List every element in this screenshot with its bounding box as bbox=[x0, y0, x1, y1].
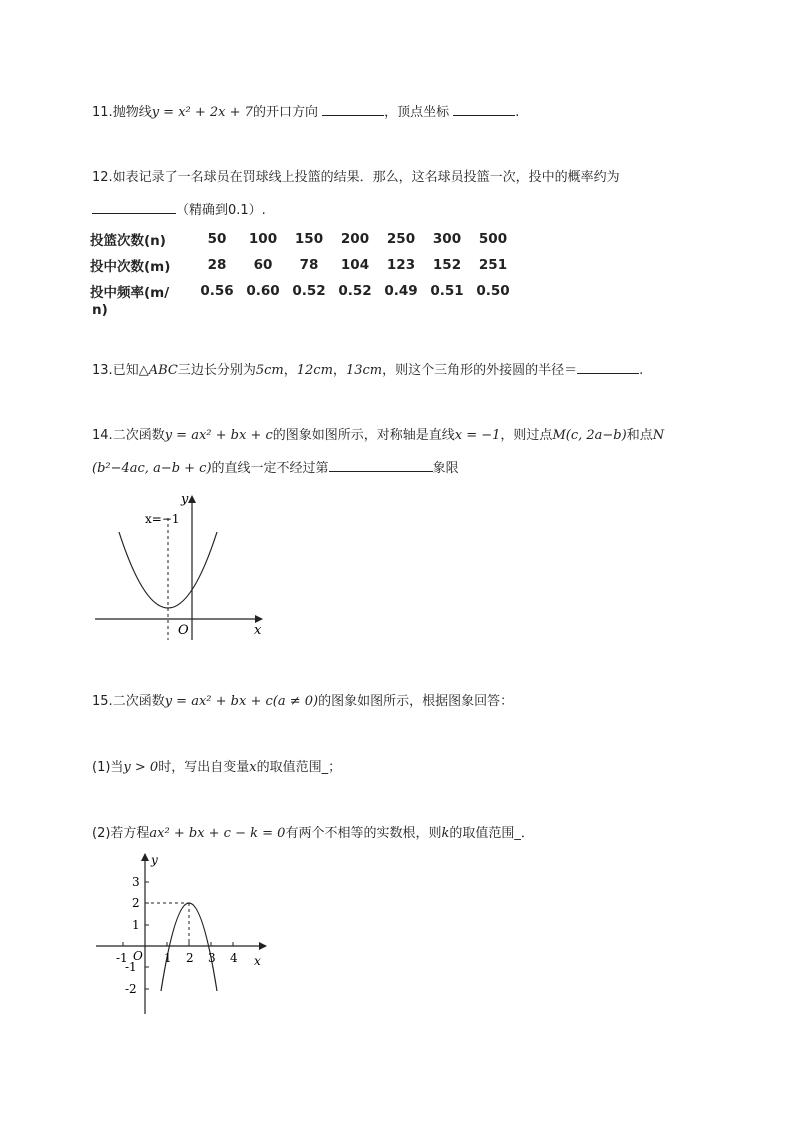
q15-p1-formula: y > 0 bbox=[123, 760, 159, 775]
row-header: 投中次数(m) bbox=[90, 259, 171, 275]
q13-text-1: 已知 bbox=[112, 363, 139, 378]
symmetry-label: x=−1 bbox=[145, 512, 180, 526]
q15-p2-text: (2)若方程 bbox=[92, 826, 150, 841]
table-cell: 104 bbox=[340, 257, 370, 273]
table-cell: 50 bbox=[207, 231, 227, 247]
table-cell: 150 bbox=[294, 231, 324, 247]
x-tick-label: 4 bbox=[230, 951, 238, 965]
row-header: 投中频率(m/ bbox=[90, 285, 170, 301]
q15-p1-var: x bbox=[249, 760, 257, 775]
y-axis-label: y bbox=[181, 492, 189, 507]
q12-blank[interactable] bbox=[92, 200, 176, 214]
table-cell: 123 bbox=[386, 257, 416, 273]
table-row bbox=[90, 252, 516, 278]
q15-graph bbox=[92, 850, 272, 1016]
q11-text-3: ，顶点坐标 bbox=[384, 105, 454, 120]
table-cell: 0.60 bbox=[246, 283, 280, 299]
table-cell: 200 bbox=[340, 231, 370, 247]
q14-text-4: 和点 bbox=[626, 428, 653, 443]
table-cell: 0.52 bbox=[338, 283, 372, 299]
table-cell: 251 bbox=[478, 257, 508, 273]
table-cell: 100 bbox=[248, 231, 278, 247]
q15-p2-formula: ax² + bx + c − k = 0 bbox=[149, 826, 286, 841]
q14-point-n-coords: (b²−4ac, a−b + c) bbox=[92, 461, 212, 476]
q14-graph bbox=[92, 490, 272, 642]
q13-sep: ， bbox=[332, 363, 346, 378]
x-axis-label: x bbox=[254, 623, 262, 638]
question-11 bbox=[92, 102, 519, 123]
origin-label: O bbox=[133, 949, 143, 963]
x-tick-label: 2 bbox=[186, 951, 194, 965]
y-tick-label: -1 bbox=[125, 960, 137, 974]
table-row bbox=[90, 226, 516, 252]
q13-sep: ， bbox=[283, 363, 297, 378]
q11-text-2: 的开口方向 bbox=[252, 105, 323, 120]
q13-text-3: ，则这个三角形的外接圆的半径＝ bbox=[382, 363, 578, 378]
q15-part-1 bbox=[92, 758, 341, 778]
q13-text-2: 三边长分别为 bbox=[177, 363, 256, 378]
q14-line-2 bbox=[92, 458, 459, 479]
q15-p2-var: k bbox=[441, 826, 450, 841]
y-tick-label: 2 bbox=[132, 896, 140, 910]
x-tick-label: -1 bbox=[116, 951, 128, 965]
q12-suffix: （精确到0.1）. bbox=[176, 203, 266, 218]
q15-number: 15. bbox=[92, 694, 113, 709]
q14-axis-eq: x = −1 bbox=[454, 428, 501, 443]
table-cell: 250 bbox=[386, 231, 416, 247]
table-cell: 0.56 bbox=[200, 283, 234, 299]
q14-formula: y = ax² + bx + c bbox=[164, 428, 273, 443]
q13-side-c: 13cm bbox=[345, 363, 383, 378]
q15-p2-text: 有两个不相等的实数根，则 bbox=[285, 826, 442, 841]
x-tick-label: 3 bbox=[208, 951, 216, 965]
y-axis-label: y bbox=[151, 853, 158, 867]
q15-line-1 bbox=[92, 692, 513, 712]
q13-number: 13. bbox=[92, 363, 113, 378]
q15-p1-text: 时，写出自变量 bbox=[158, 760, 250, 775]
q13-blank[interactable] bbox=[577, 360, 639, 374]
table-row bbox=[90, 278, 516, 304]
y-tick-label: 3 bbox=[132, 875, 140, 889]
q11-blank-direction[interactable] bbox=[322, 102, 384, 116]
table-cell: 300 bbox=[432, 231, 462, 247]
q14-text-5: 的直线一定不经过第 bbox=[211, 461, 329, 476]
question-13 bbox=[92, 360, 643, 381]
q14-text-6: 象限 bbox=[432, 461, 459, 476]
q14-number: 14. bbox=[92, 428, 113, 443]
q14-point-n: N bbox=[652, 428, 665, 443]
table-cell: 152 bbox=[432, 257, 462, 273]
q14-point-m: M(c, 2a−b) bbox=[552, 428, 627, 443]
table-cell: 60 bbox=[253, 257, 273, 273]
q14-text-2: 的图象如图所示，对称轴是直线 bbox=[272, 428, 455, 443]
q12-table bbox=[90, 226, 516, 304]
q11-number: 11. bbox=[92, 105, 113, 120]
q13-triangle: △ABC bbox=[138, 363, 178, 378]
table-cell: 28 bbox=[207, 257, 227, 273]
q13-side-b: 12cm bbox=[296, 363, 333, 378]
q15-p1-text: (1)当 bbox=[92, 760, 124, 775]
x-tick-label: 1 bbox=[164, 951, 172, 965]
table-cell: 0.50 bbox=[476, 283, 510, 299]
q14-text-3: ，则过点 bbox=[500, 428, 553, 443]
table-cell: 0.49 bbox=[384, 283, 418, 299]
y-tick-label: 1 bbox=[132, 918, 140, 932]
table-cell: 500 bbox=[478, 231, 508, 247]
q14-line-1 bbox=[92, 426, 664, 446]
q12-header-wrap: n) bbox=[92, 302, 108, 318]
x-axis-label: x bbox=[254, 954, 261, 968]
q11-formula: y = x² + 2x + 7 bbox=[151, 105, 253, 120]
q14-text-1: 二次函数 bbox=[112, 428, 165, 443]
q12-line-1: 12.如表记录了一名球员在罚球线上投篮的结果．那么，这名球员投篮一次，投中的概率约为 bbox=[92, 170, 620, 185]
origin-label: O bbox=[178, 623, 189, 638]
row-header: 投篮次数(n) bbox=[90, 233, 166, 249]
q13-end: . bbox=[639, 363, 644, 378]
q13-side-a: 5cm bbox=[255, 363, 284, 378]
q12-line-2 bbox=[92, 200, 266, 221]
q15-text-2: 的图象如图所示，根据图象回答： bbox=[318, 694, 514, 709]
table-cell: 0.52 bbox=[292, 283, 326, 299]
q11-blank-vertex[interactable] bbox=[453, 102, 515, 116]
q15-p2-text: 的取值范围_． bbox=[449, 826, 534, 841]
q14-blank[interactable] bbox=[329, 458, 433, 472]
q15-p1-text: 的取值范围_； bbox=[256, 760, 342, 775]
table-cell: 78 bbox=[299, 257, 319, 273]
q15-formula: y = ax² + bx + c(a ≠ 0) bbox=[164, 694, 319, 709]
q11-text-1: 抛物线 bbox=[112, 105, 152, 120]
y-tick-label: -2 bbox=[125, 982, 137, 996]
table-cell: 0.51 bbox=[430, 283, 464, 299]
q11-end: . bbox=[515, 105, 520, 120]
q15-part-2 bbox=[92, 824, 534, 844]
q15-text-1: 二次函数 bbox=[112, 694, 165, 709]
